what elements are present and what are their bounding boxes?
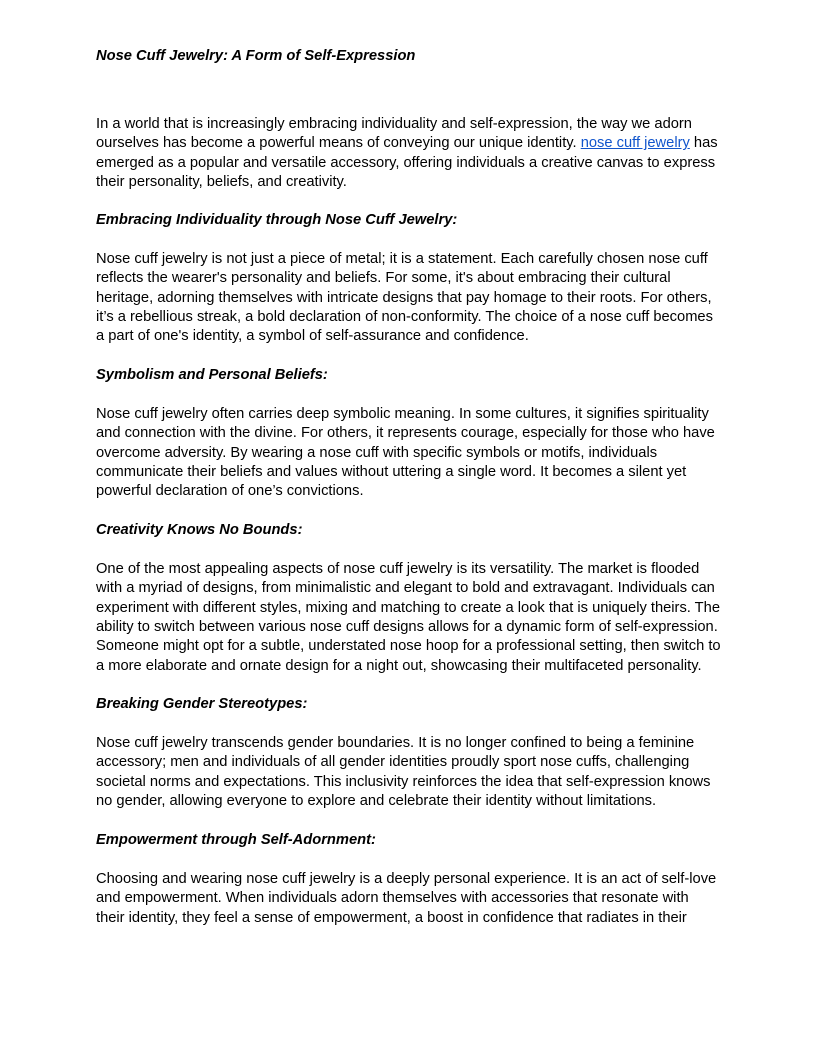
text-line: One of the most appealing aspects of nose cuff jewelry is its versatility. The market is flooded xyxy=(96,561,700,577)
text-line: no gender, allowing everyone to explore and celebrate their identity without limitations. xyxy=(96,793,657,810)
text-segment: ourselves has become a powerful means of conveying our unique identity. xyxy=(96,135,581,152)
text-line: Symbolism and Personal Beliefs: xyxy=(96,367,328,383)
text-line: Empowerment through Self-Adornment: xyxy=(96,832,376,848)
text-line: societal norms and expectations. This inclusivity reinforces the idea that self-expression knows xyxy=(96,773,711,790)
text-line: a more elaborate and ornate design for a night out, showcasing their multifaceted personality. xyxy=(96,657,702,674)
text-line: experiment with different styles, mixing and matching to create a look that is uniquely theirs. The xyxy=(96,599,720,616)
text-line: a part of one's identity, a symbol of self-assurance and confidence. xyxy=(96,328,529,345)
text-line: emerged as a popular and versatile accessory, offering individuals a creative canvas to express xyxy=(96,154,716,171)
section-heading xyxy=(96,521,736,540)
paragraph xyxy=(96,405,736,502)
text-line: reflects the wearer's personality and beliefs. For some, it's about embracing their cultural xyxy=(96,270,671,287)
text-line: heritage, adorning themselves with intricate designs that pay homage to their roots. For others, xyxy=(96,289,712,306)
section-heading xyxy=(96,211,736,230)
text-line: with a myriad of designs, from minimalistic and elegant to bold and extravagant. Individuals can xyxy=(96,580,715,597)
paragraph xyxy=(96,870,736,928)
text-line: Embracing Individuality through Nose Cuff Jewelry: xyxy=(96,212,458,228)
document-title: Nose Cuff Jewelry: A Form of Self-Expression xyxy=(96,48,416,64)
section-heading xyxy=(96,366,736,385)
paragraph xyxy=(96,250,736,347)
paragraph xyxy=(96,115,736,192)
section-heading xyxy=(96,695,736,714)
text-line: their personality, beliefs, and creativity. xyxy=(96,174,347,191)
text-line: their identity, they feel a sense of empowerment, a boost in confidence that radiates in their xyxy=(96,909,687,926)
text-line: it’s a rebellious streak, a bold declaration of non-conformity. The choice of a nose cuff becomes xyxy=(96,309,713,326)
text-line: powerful declaration of one’s convictions. xyxy=(96,483,364,500)
text-line: and connection with the divine. For others, it represents courage, especially for those who have xyxy=(96,425,715,442)
text-line xyxy=(96,134,736,153)
text-line: Nose cuff jewelry is not just a piece of metal; it is a statement. Each carefully chosen nose cuff xyxy=(96,251,708,267)
text-line: and empowerment. When individuals adorn themselves with accessories that resonate with xyxy=(96,890,689,907)
text-line: ability to switch between various nose cuff designs allows for a dynamic form of self-expression. xyxy=(96,619,718,636)
paragraph xyxy=(96,734,736,811)
text-line: communicate their beliefs and values without uttering a single word. It becomes a silent yet xyxy=(96,464,687,481)
text-line: Nose cuff jewelry transcends gender boundaries. It is no longer confined to being a feminine xyxy=(96,735,695,751)
text-line: Choosing and wearing nose cuff jewelry is a deeply personal experience. It is an act of self-love xyxy=(96,871,717,887)
text-line: overcome adversity. By wearing a nose cuff with specific symbols or motifs, individuals xyxy=(96,444,658,461)
nose-cuff-jewelry-link[interactable]: nose cuff jewelry xyxy=(580,135,690,152)
text-line: Creativity Knows No Bounds: xyxy=(96,522,303,538)
text-segment: has xyxy=(689,135,718,152)
text-line: Someone might opt for a subtle, understated nose hoop for a professional setting, then switch to xyxy=(96,638,721,655)
section-heading xyxy=(96,831,736,850)
paragraph xyxy=(96,560,736,676)
text-line: Nose cuff jewelry often carries deep symbolic meaning. In some cultures, it signifies spirituality xyxy=(96,406,709,422)
text-line: accessory; men and individuals of all gender identities proudly sport nose cuffs, challenging xyxy=(96,754,690,771)
text-line: Breaking Gender Stereotypes: xyxy=(96,696,308,712)
text-line: In a world that is increasingly embracing individuality and self-expression, the way we adorn xyxy=(96,116,692,132)
